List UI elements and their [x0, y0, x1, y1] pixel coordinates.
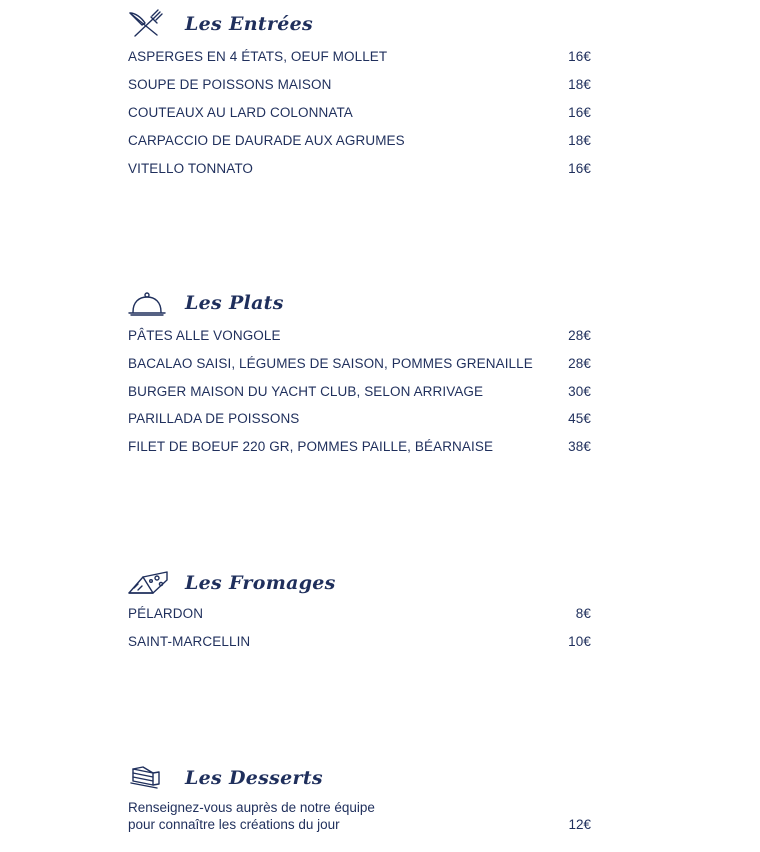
item-name: SOUPE DE POISSONS MAISON — [128, 76, 332, 92]
item-price: 45€ — [568, 410, 591, 426]
item-name: BURGER MAISON DU YACHT CLUB, SELON ARRIVAGE — [128, 383, 484, 399]
item-name: SAINT-MARCELLIN — [128, 633, 251, 649]
section-title-entrees: Les Entrées — [185, 13, 314, 35]
item-name: PÂTES ALLE VONGOLE — [128, 327, 281, 343]
item-name: PARILLADA DE POISSONS — [128, 410, 300, 426]
item-price: 18€ — [568, 132, 591, 148]
item-price: 28€ — [568, 327, 591, 343]
item-name: CARPACCIO DE DAURADE AUX AGRUMES — [128, 132, 405, 148]
section-title-desserts: Les Desserts — [185, 767, 323, 789]
section-title-fromages: Les Fromages — [185, 572, 336, 594]
item-price: 30€ — [568, 383, 591, 399]
section-title-plats: Les Plats — [185, 292, 284, 314]
item-name: FILET DE BOEUF 220 GR, POMMES PAILLE, BÉARNAISE — [128, 438, 494, 454]
item-name: COUTEAUX AU LARD COLONNATA — [128, 104, 353, 120]
dessert-note — [128, 799, 375, 833]
item-price: 18€ — [568, 76, 591, 92]
item-price: 16€ — [568, 48, 591, 64]
item-name: VITELLO TONNATO — [128, 160, 254, 176]
dessert-note-line: pour connaître les créations du jour — [128, 817, 340, 832]
dessert-price: 12€ — [568, 817, 591, 832]
item-name: ASPERGES EN 4 ÉTATS, OEUF MOLLET — [128, 48, 388, 64]
item-price: 16€ — [568, 104, 591, 120]
item-name: BACALAO SAISI, LÉGUMES DE SAISON, POMMES GRENAILLE — [128, 355, 533, 371]
item-price: 38€ — [568, 438, 591, 454]
section-header-desserts — [127, 762, 323, 794]
item-price: 28€ — [568, 355, 591, 371]
item-name: PÉLARDON — [128, 605, 204, 621]
item-price: 16€ — [568, 160, 591, 176]
item-price: 10€ — [568, 633, 591, 649]
item-price: 8€ — [575, 605, 591, 621]
dessert-note-line: Renseignez-vous auprès de notre équipe — [128, 800, 375, 815]
cake-slice-icon — [127, 763, 169, 793]
